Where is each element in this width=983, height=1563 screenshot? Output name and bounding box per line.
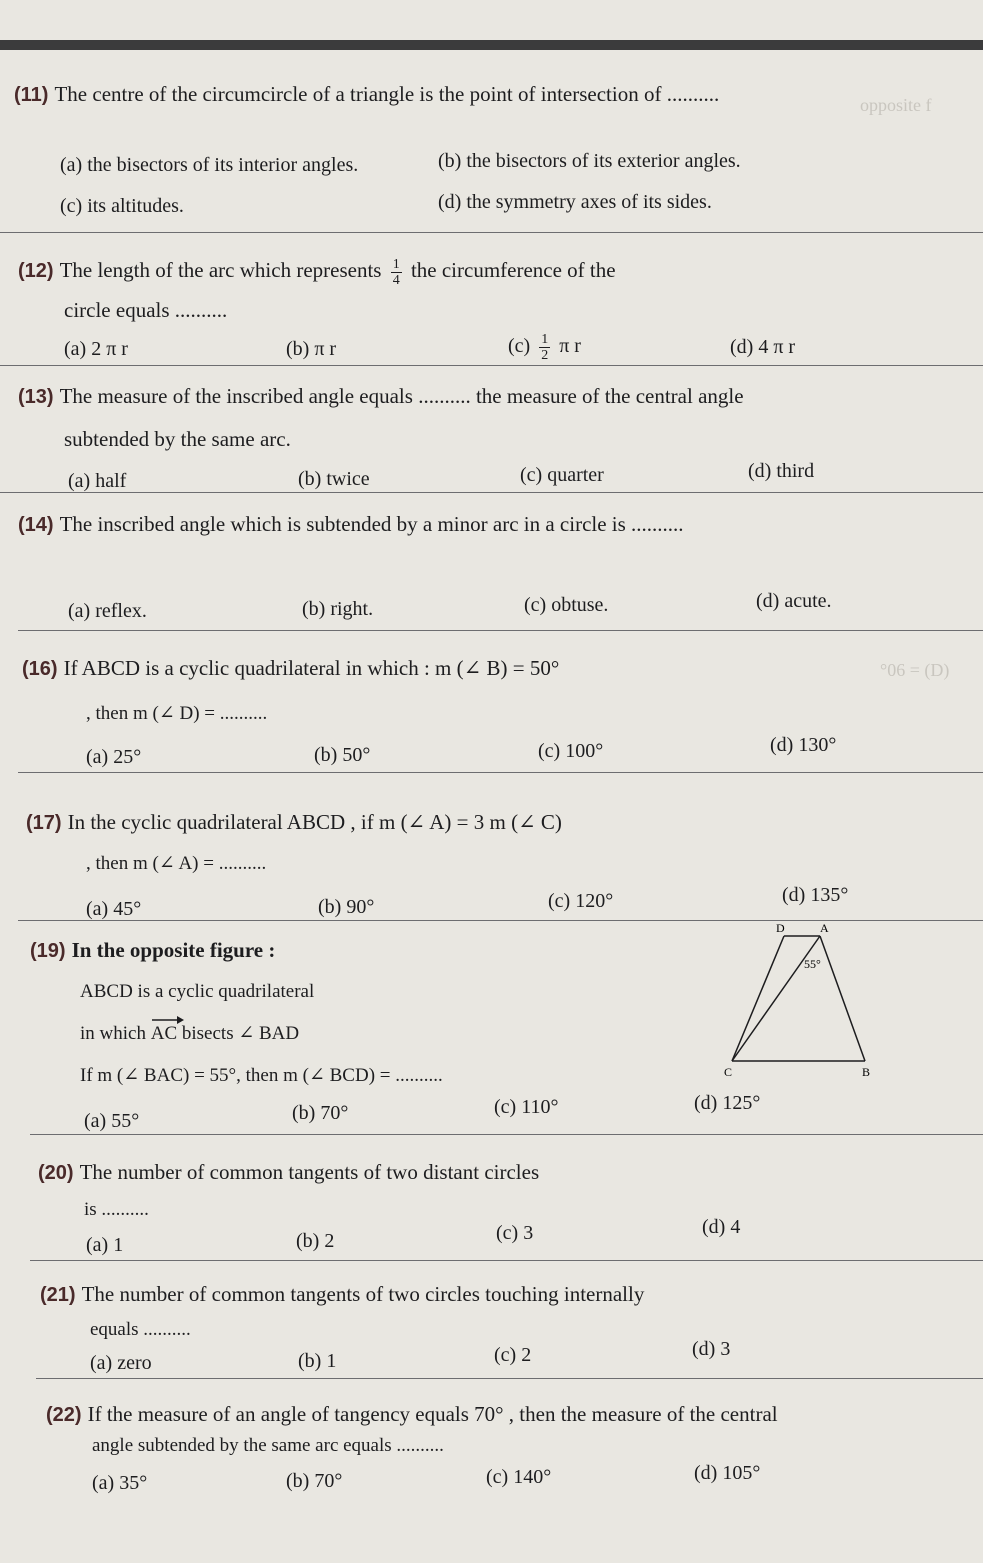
- option-b[interactable]: (b) 70°: [286, 1470, 343, 1492]
- option-c[interactable]: (c) 100°: [538, 740, 604, 762]
- question-text-continued: the circumference of the: [410, 258, 616, 282]
- option-a[interactable]: (a) 45°: [86, 898, 142, 920]
- cyclic-quadrilateral-figure: [722, 918, 892, 1088]
- question-number: (20): [38, 1162, 74, 1184]
- option-b[interactable]: (b) right.: [302, 598, 374, 620]
- separator-line: [18, 772, 983, 773]
- option-a[interactable]: (a) zero: [90, 1352, 152, 1374]
- option-a[interactable]: (a) 35°: [92, 1472, 148, 1494]
- option-a[interactable]: (a) reflex.: [68, 600, 147, 622]
- question-11-stem: [14, 80, 719, 109]
- question-19-line3: [80, 1020, 299, 1048]
- question-number: (19): [30, 940, 66, 962]
- question-17-stem-line2: , then m (∠ A) = ..........: [86, 853, 267, 874]
- option-b[interactable]: (b) 50°: [314, 744, 371, 766]
- question-text: The length of the arc which represents: [59, 258, 382, 282]
- question-21-stem: [40, 1280, 644, 1309]
- option-a[interactable]: (a) the bisectors of its interior angles.: [60, 154, 359, 176]
- page-top-border: [0, 40, 983, 50]
- option-d[interactable]: (d) 135°: [782, 884, 849, 906]
- option-c[interactable]: (c) 2: [494, 1344, 532, 1366]
- question-22-stem-line2: angle subtended by the same arc equals ..........: [92, 1435, 444, 1456]
- option-c[interactable]: (c) 110°: [494, 1096, 559, 1118]
- side-ab: [820, 936, 865, 1061]
- option-b[interactable]: (b) 70°: [292, 1102, 349, 1124]
- option-b[interactable]: (b) twice: [298, 468, 370, 490]
- label-c: C: [724, 1065, 733, 1079]
- text-fragment: bisects ∠ BAD: [181, 1023, 300, 1044]
- question-12-stem-line2: circle equals ..........: [64, 298, 228, 322]
- question-number: (21): [40, 1284, 76, 1306]
- option-d[interactable]: (d) third: [748, 460, 815, 482]
- option-d[interactable]: (d) acute.: [756, 590, 832, 612]
- option-c-value: π r: [559, 335, 581, 358]
- option-d[interactable]: (d) 3: [692, 1338, 731, 1360]
- separator-line: [0, 232, 983, 233]
- label-a: A: [820, 921, 829, 935]
- option-a[interactable]: (a) 25°: [86, 746, 142, 768]
- vector-arrow-icon: [151, 1015, 185, 1025]
- question-number: (16): [22, 658, 58, 680]
- label-d: D: [776, 921, 785, 935]
- option-c[interactable]: (c) obtuse.: [524, 594, 609, 616]
- question-number: (14): [18, 514, 54, 536]
- option-d[interactable]: (d) 125°: [694, 1092, 761, 1114]
- question-17-stem: [26, 808, 562, 837]
- option-d[interactable]: (d) 4 π r: [730, 336, 796, 358]
- question-text: The measure of the inscribed angle equals .......... the measure of the central angle: [59, 384, 744, 408]
- question-text: In the cyclic quadrilateral ABCD , if m (∠ A) = 3 m (∠ C): [67, 810, 562, 834]
- separator-line: [30, 1134, 983, 1135]
- question-number: (17): [26, 812, 62, 834]
- text-fragment: in which: [80, 1023, 146, 1044]
- question-13-stem-line2: subtended by the same arc.: [64, 427, 291, 451]
- option-c-label: (c): [508, 335, 531, 358]
- option-a[interactable]: (a) half: [68, 470, 127, 492]
- question-13-stem: [18, 382, 744, 411]
- question-text: In the opposite figure :: [71, 938, 276, 962]
- option-c[interactable]: (c) its altitudes.: [60, 195, 184, 217]
- question-16-stem: [22, 654, 559, 683]
- option-d[interactable]: (d) 105°: [694, 1462, 761, 1484]
- angle-label: 55°: [804, 957, 821, 971]
- question-number: (22): [46, 1404, 82, 1426]
- separator-line: [0, 365, 983, 366]
- question-12-stem: [18, 256, 616, 288]
- separator-line: [18, 630, 983, 631]
- question-20-stem: [38, 1158, 539, 1187]
- option-b[interactable]: (b) 1: [298, 1350, 337, 1372]
- option-b[interactable]: (b) 90°: [318, 896, 375, 918]
- question-text: The inscribed angle which is subtended by a minor arc in a circle is ..........: [59, 512, 684, 536]
- question-number: (13): [18, 386, 54, 408]
- option-c[interactable]: [508, 332, 581, 363]
- question-19-line4: If m (∠ BAC) = 55°, then m (∠ BCD) = ..........: [80, 1065, 443, 1086]
- question-16-stem-line2: , then m (∠ D) = ..........: [86, 703, 268, 724]
- show-through-text: opposite f: [860, 95, 932, 115]
- separator-line: [30, 1260, 983, 1261]
- option-c[interactable]: (c) quarter: [520, 464, 604, 486]
- option-c[interactable]: (c) 120°: [548, 890, 614, 912]
- question-19-stem: [30, 936, 275, 965]
- label-b: B: [862, 1065, 871, 1079]
- option-b[interactable]: (b) the bisectors of its exterior angles.: [438, 150, 741, 172]
- option-d[interactable]: (d) 130°: [770, 734, 837, 756]
- question-number: (12): [18, 260, 54, 282]
- show-through-text: °06 = (D): [880, 660, 950, 680]
- question-21-stem-line2: equals ..........: [90, 1319, 191, 1340]
- option-b[interactable]: (b) 2: [296, 1230, 335, 1252]
- option-a[interactable]: (a) 2 π r: [64, 338, 128, 360]
- question-22-stem: [46, 1400, 778, 1429]
- question-text: The number of common tangents of two distant circles: [79, 1160, 540, 1184]
- option-a[interactable]: (a) 1: [86, 1234, 124, 1256]
- question-19-line2: ABCD is a cyclic quadrilateral: [80, 981, 315, 1002]
- vector-label: AC: [150, 1023, 178, 1044]
- option-d[interactable]: (d) the symmetry axes of its sides.: [438, 191, 712, 213]
- vector-ac: [151, 1020, 177, 1048]
- option-d[interactable]: (d) 4: [702, 1216, 741, 1238]
- separator-line: [36, 1378, 983, 1379]
- question-text: The number of common tangents of two circles touching internally: [81, 1282, 645, 1306]
- question-14-stem: [18, 510, 684, 539]
- question-text: If the measure of an angle of tangency equals 70° , then the measure of the central: [87, 1402, 778, 1426]
- question-text: The centre of the circumcircle of a triangle is the point of intersection of ..........: [54, 82, 720, 106]
- option-b[interactable]: (b) π r: [286, 338, 337, 360]
- question-20-stem-line2: is ..........: [84, 1199, 149, 1220]
- option-c[interactable]: (c) 3: [496, 1222, 534, 1244]
- question-number: (11): [14, 84, 49, 106]
- question-text: If ABCD is a cyclic quadrilateral in which : m (∠ B) = 50°: [63, 656, 560, 680]
- option-c[interactable]: (c) 140°: [486, 1466, 552, 1488]
- separator-line: [0, 492, 983, 493]
- fraction-quarter: $\frac{1}{4}$: [392, 256, 400, 288]
- fraction-half: $\frac{1}{2}$: [541, 332, 549, 363]
- option-a[interactable]: (a) 55°: [84, 1110, 140, 1132]
